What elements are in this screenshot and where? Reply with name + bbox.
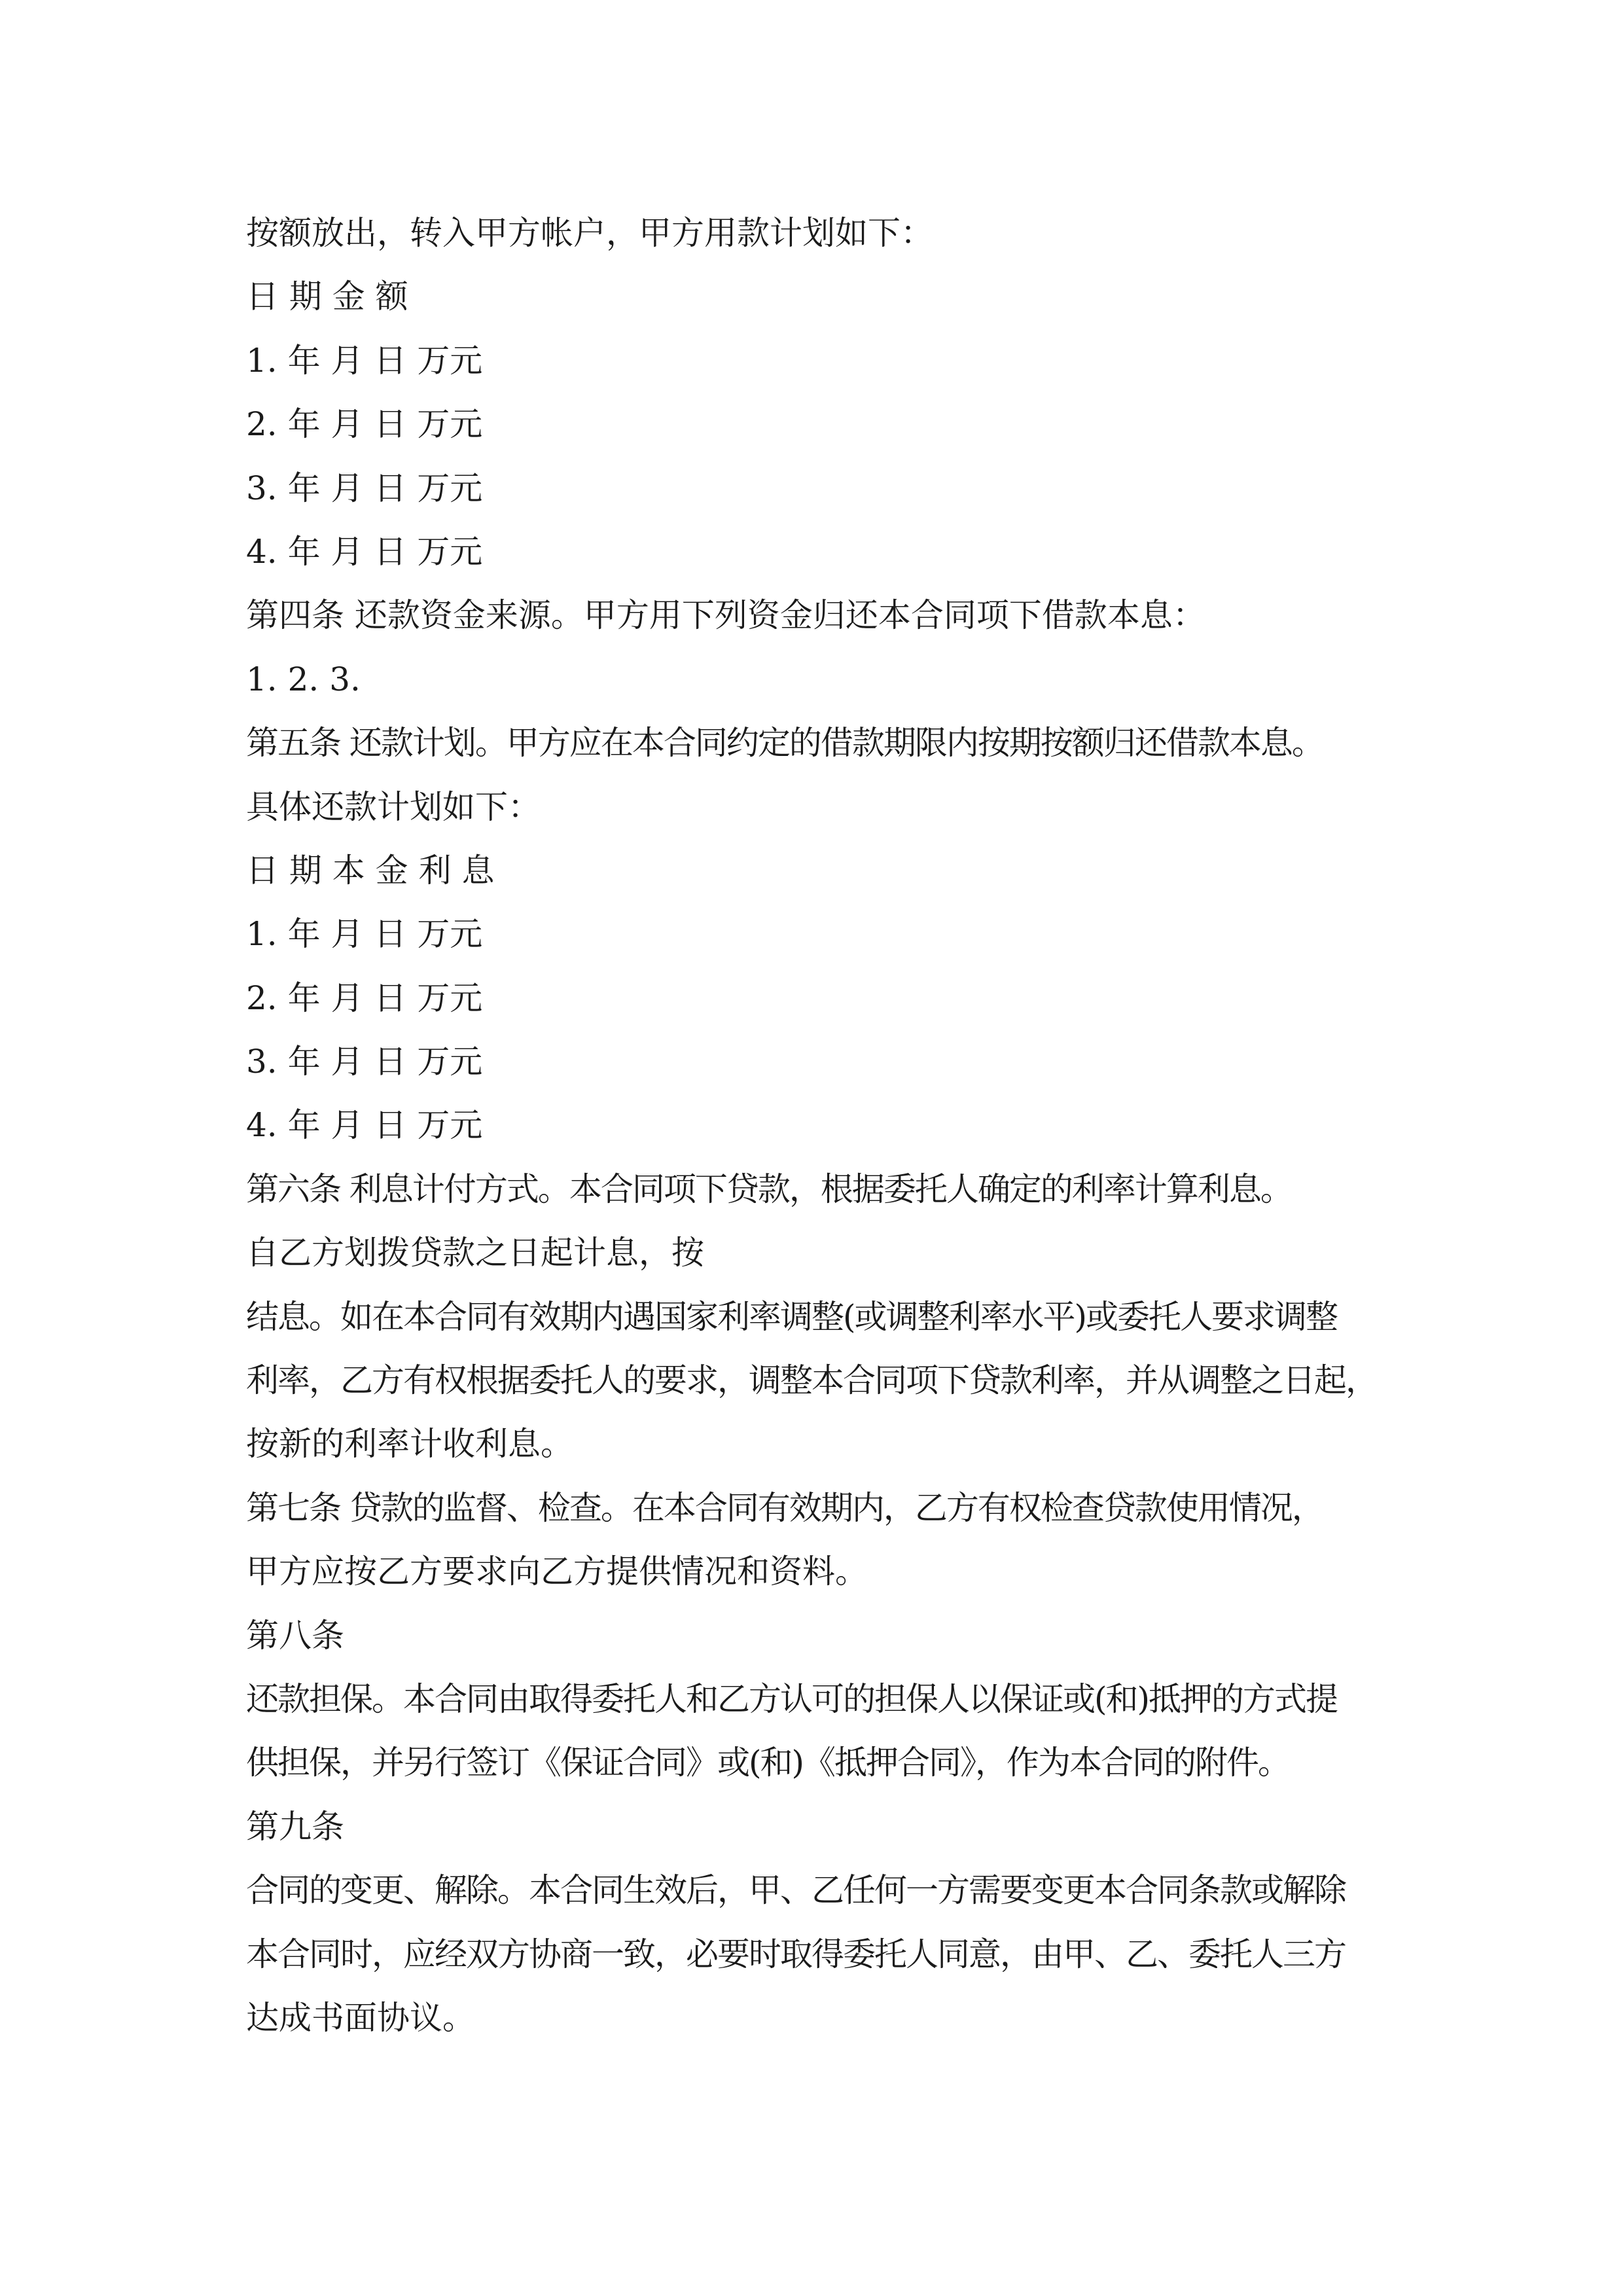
text-line: 按新的利率计收利息。 — [246, 1425, 573, 1463]
text-line: 利率，乙方有权根据委托人的要求，调整本合同项下贷款利率，并从调整之日起， — [246, 1361, 1377, 1400]
repayment-row-4: 4. 年 月 日 万元 — [246, 1106, 483, 1145]
drawdown-row-4: 4. 年 月 日 万元 — [246, 532, 483, 571]
text-line: 自乙方划拨贷款之日起计息，按 — [246, 1234, 704, 1272]
text-line: 达成书面协议。 — [246, 1998, 475, 2037]
repayment-row-1: 1. 年 月 日 万元 — [246, 915, 483, 954]
drawdown-row-3: 3. 年 月 日 万元 — [246, 469, 483, 507]
text-line: 还款担保。本合同由取得委托人和乙方认可的担保人以保证或(和)抵押的方式提 — [246, 1679, 1338, 1718]
article-8-heading: 第八条 — [246, 1616, 344, 1655]
drawdown-row-2: 2. 年 月 日 万元 — [246, 405, 483, 444]
table-header-date-principal-interest: 日 期 本 金 利 息 — [246, 851, 495, 889]
repayment-row-3: 3. 年 月 日 万元 — [246, 1043, 483, 1081]
article-7-heading: 第七条 贷款的监督、检查。在本合同有效期内，乙方有权检查贷款使用情况， — [246, 1488, 1323, 1527]
article-5-heading: 第五条 还款计划。甲方应在本合同约定的借款期限内按期按额归还借款本息。 — [246, 724, 1323, 762]
text-line: 按额放出，转入甲方帐户，甲方用款计划如下： — [246, 214, 933, 252]
document-body — [246, 202, 1385, 2050]
article-9-heading: 第九条 — [246, 1807, 344, 1846]
repayment-row-2: 2. 年 月 日 万元 — [246, 978, 483, 1017]
article-4-heading: 第四条 还款资金来源。甲方用下列资金归还本合同项下借款本息： — [246, 596, 1205, 635]
text-line: 合同的变更、解除。本合同生效后，甲、乙任何一方需要变更本合同条款或解除 — [246, 1871, 1346, 1910]
article-6-heading: 第六条 利息计付方式。本合同项下贷款，根据委托人确定的利率计算利息。 — [246, 1170, 1292, 1208]
text-line: 本合同时，应经双方协商一致，必要时取得委托人同意，由甲、乙、委托人三方 — [246, 1935, 1346, 1973]
table-header-date-amount: 日 期 金 额 — [246, 278, 408, 316]
drawdown-row-1: 1. 年 月 日 万元 — [246, 341, 483, 380]
text-line: 供担保，并另行签订《保证合同》或(和)《抵押合同》，作为本合同的附件。 — [246, 1744, 1290, 1782]
text-line: 结息。如在本合同有效期内遇国家利率调整(或调整利率水平)或委托人要求调整 — [246, 1297, 1338, 1336]
text-line: 甲方应按乙方要求向乙方提供情况和资料。 — [246, 1552, 868, 1591]
text-line: 具体还款计划如下： — [246, 787, 541, 826]
repayment-sources-list: 1. 2. 3. — [246, 660, 361, 698]
